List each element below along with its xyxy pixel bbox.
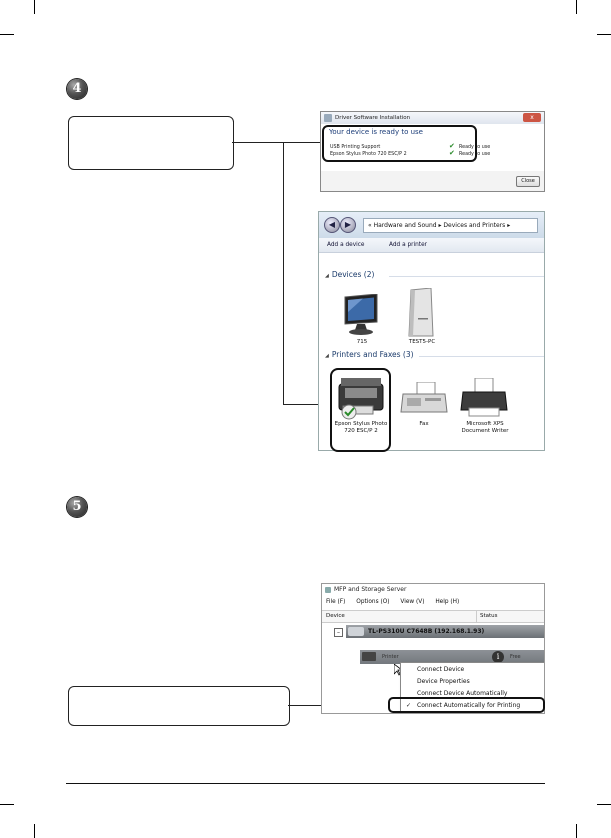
menu-file[interactable]: File (F) (326, 599, 346, 605)
forward-icon[interactable]: ▶ (340, 217, 356, 233)
crop-mark (0, 804, 14, 805)
crop-mark (0, 34, 14, 35)
server-name: TL-PS310U C7648B (192.168.1.93) (368, 628, 485, 635)
step-4-badge: 4 (67, 79, 87, 99)
add-printer-button[interactable]: Add a printer (389, 242, 428, 248)
close-button[interactable]: Close (516, 176, 540, 187)
breadcrumb-prefix: « (368, 222, 372, 229)
menu-connect-automatically-for-printing[interactable]: Connect Automatically for Printing (417, 702, 521, 709)
printer-label: Printer (382, 654, 399, 660)
breadcrumb-devices-and-printers[interactable]: Devices and Printers (443, 222, 506, 229)
breadcrumb-separator: ▸ (438, 222, 442, 229)
monitor-icon[interactable] (343, 294, 381, 336)
window-titlebar (322, 584, 544, 596)
group-divider (389, 276, 544, 277)
driver-icon (324, 114, 332, 122)
address-bar (319, 212, 544, 238)
breadcrumb[interactable] (363, 218, 538, 233)
server-row[interactable] (346, 625, 544, 638)
crop-mark (576, 824, 577, 838)
collapse-icon: ◢ (325, 273, 329, 279)
column-device[interactable]: Device (326, 613, 345, 619)
computer-tower-icon[interactable] (405, 288, 437, 338)
menu-connect-device[interactable]: Connect Device (417, 666, 465, 673)
footer-rule (66, 783, 545, 784)
crop-mark (576, 0, 577, 14)
driver-row-name: Epson Stylus Photo 720 ESC/P 2 (330, 152, 407, 157)
breadcrumb-hardware-and-sound[interactable]: Hardware and Sound (373, 222, 437, 229)
info-icon: i (492, 651, 504, 663)
fax-icon[interactable] (399, 382, 449, 416)
driver-row-status: Ready to use (459, 152, 491, 157)
menu-connect-device-automatically[interactable]: Connect Device Automatically (417, 690, 508, 697)
menu-options[interactable]: Options (O) (356, 599, 390, 605)
driver-row-name: USB Printing Support (330, 145, 381, 150)
column-divider (476, 611, 477, 622)
window-title: Driver Software Installation (335, 115, 411, 121)
device-label: TEST5-PC (408, 339, 436, 345)
driver-row-status: Ready to use (459, 145, 491, 150)
app-icon (325, 587, 331, 593)
back-icon[interactable]: ◀ (324, 217, 340, 233)
column-header (322, 610, 544, 623)
close-icon[interactable]: x (523, 113, 541, 122)
devices-group-label: Devices (2) (331, 270, 375, 279)
devices-group-header[interactable] (325, 270, 374, 279)
status-label: Free (510, 654, 521, 660)
step-5-badge: 5 (67, 497, 87, 517)
printers-group-label: Printers and Faxes (3) (331, 350, 414, 359)
ready-heading: Your device is ready to use (329, 128, 423, 136)
highlight-outline (330, 368, 391, 452)
server-icon (348, 627, 364, 636)
window-titlebar (321, 112, 544, 124)
crop-mark (34, 824, 35, 838)
collapse-toggle-icon[interactable]: – (334, 628, 343, 637)
breadcrumb-separator: ▸ (507, 222, 511, 229)
printer-icon (362, 652, 376, 661)
collapse-icon: ◢ (325, 353, 329, 359)
printer-label: Microsoft XPS Document Writer (461, 421, 509, 434)
step-5-callout-box (68, 686, 290, 726)
highlight-outline (322, 125, 477, 162)
add-device-button[interactable]: Add a device (327, 242, 365, 248)
printer-label: Fax (419, 421, 429, 427)
mfp-storage-server-window (321, 583, 545, 714)
menu-device-properties[interactable]: Device Properties (417, 678, 470, 685)
column-status[interactable]: Status (480, 613, 498, 619)
step-4-callout-box (68, 116, 234, 170)
menu-help[interactable]: Help (H) (435, 599, 460, 605)
device-label: 715 (356, 339, 368, 345)
menu-view[interactable]: View (V) (400, 599, 425, 605)
check-icon: ✔ (449, 142, 455, 150)
check-icon: ✔ (449, 149, 455, 157)
connector-line (283, 142, 284, 404)
printers-group-header[interactable] (325, 350, 414, 359)
group-divider (419, 356, 544, 357)
menu-bar (322, 596, 544, 608)
printer-label: Epson Stylus Photo 720 ESC/P 2 (334, 421, 388, 434)
checkmark-icon: ✓ (406, 702, 412, 709)
highlight-outline (388, 697, 545, 713)
crop-mark (597, 34, 611, 35)
connector-line (232, 142, 322, 143)
crop-mark (597, 804, 611, 805)
window-title: MFP and Storage Server (334, 586, 407, 593)
xps-printer-icon[interactable] (459, 378, 509, 418)
command-bar (319, 238, 544, 253)
crop-mark (34, 0, 35, 14)
